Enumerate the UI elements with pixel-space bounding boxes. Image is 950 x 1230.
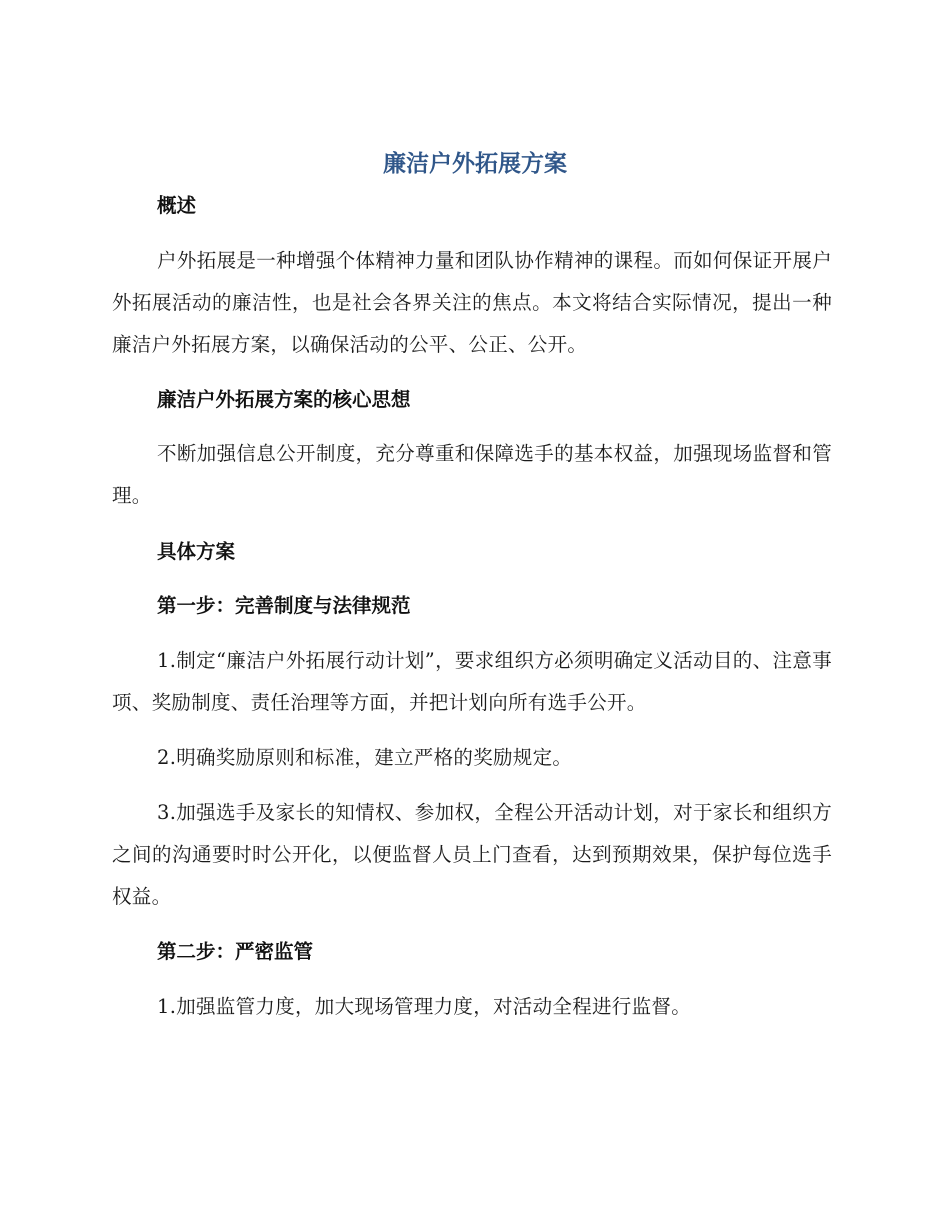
list-item-step-two-1: 1.加强监管力度，加大现场管理力度，对活动全程进行监督。 [157,995,692,1018]
list-item-step-one-1: 1.制定“廉洁户外拓展行动计划”，要求组织方必须明确定义活动目的、注意事项、奖励制度、责任治理等方面，并把计划向所有选手公开。 [112,649,832,714]
section-heading-step-one: 第一步：完善制度与法律规范 [157,594,411,617]
section-heading-core-idea: 廉洁户外拓展方案的核心思想 [157,388,411,411]
paragraph-core-idea: 不断加强信息公开制度，充分尊重和保障选手的基本权益，加强现场监督和管理。 [112,442,832,507]
list-item-step-one-2: 2.明确奖励原则和标准，建立严格的奖励规定。 [157,746,573,769]
paragraph-overview: 户外拓展是一种增强个体精神力量和团队协作精神的课程。而如何保证开展户外拓展活动的廉洁性，也是社会各界关注的焦点。本文将结合实际情况，提出一种廉洁户外拓展方案，以确保活动的公平、公正、公开。 [112,249,832,356]
document-title: 廉洁户外拓展方案 [383,151,567,177]
section-heading-overview: 概述 [157,194,197,217]
section-heading-specific-plan: 具体方案 [157,540,236,563]
list-item-step-one-3: 3.加强选手及家长的知情权、参加权，全程公开活动计划，对于家长和组织方之间的沟通要时时公开化，以便监督人员上门查看，达到预期效果，保护每位选手权益。 [112,801,832,908]
section-heading-step-two: 第二步：严密监管 [157,940,314,963]
